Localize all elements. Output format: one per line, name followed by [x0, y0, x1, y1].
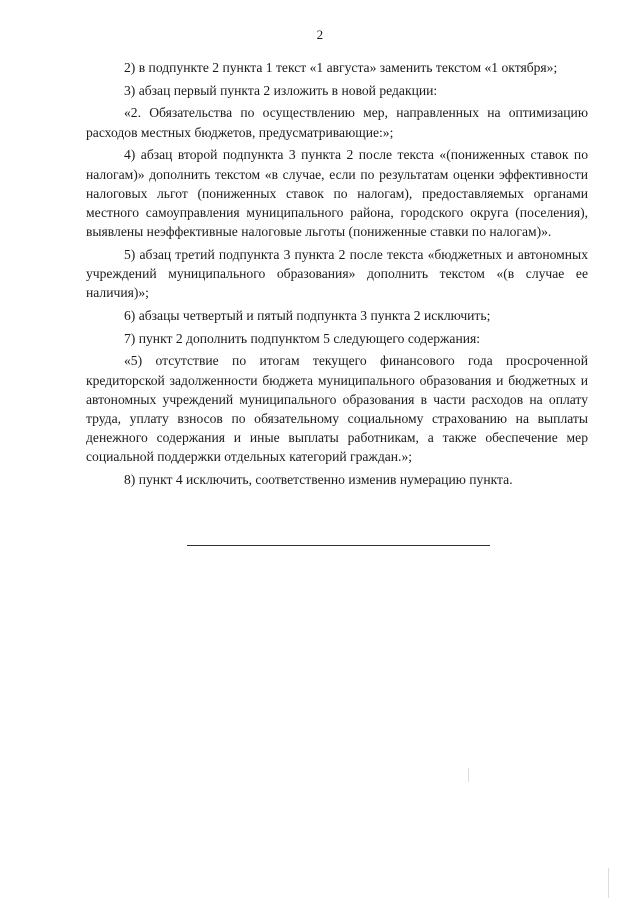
paragraph-quoted-subitem-5: «5) отсутствие по итогам текущего финансового года просроченной кредиторской задолженности бюджета муниципального образования и бюджетных и автономных учреждений муниципального образования в части расходов на оплату труда, уплату взносов по обязательному социальному страхованию на выплаты денежного содержания и иные выплаты работникам, а также обеспечение мер социальной поддержки отдельных категорий граждан.»;	[86, 353, 588, 465]
document-body	[86, 58, 588, 489]
paragraph-item-8: 8) пункт 4 исключить, соответственно изменив нумерацию пункта.	[124, 472, 513, 488]
paragraph-item-2: 2) в подпункте 2 пункта 1 текст «1 августа» заменить текстом «1 октября»;	[124, 60, 558, 75]
paragraph-item-4: 4) абзац второй подпункта 3 пункта 2 после текста «(пониженных ставок по налогам)» дополнить текстом «в случае, если по результатам оценки эффективности налоговых льгот (пониженных ставок по налогам), предоставляемых органами местного самоуправления муниципального района, городского округа (поселения), выявлены неэффективные налоговые льготы (пониженные ставки по налогам)».	[86, 147, 588, 240]
paragraph-item-3: 3) абзац первый пункта 2 изложить в новой редакции:	[124, 82, 438, 98]
paragraph-quoted-item-2: «2. Обязательства по осуществлению мер, направленных на оптимизацию расходов местных бюджетов, предусматривающие:»;	[86, 105, 588, 140]
scan-edge-mark	[608, 868, 609, 898]
page-number: 2	[316, 27, 324, 42]
paragraph-item-7: 7) пункт 2 дополнить подпунктом 5 следующего содержания:	[124, 330, 481, 346]
end-of-text-rule	[187, 545, 490, 546]
paragraph-item-6: 6) абзацы четвертый и пятый подпункта 3 пункта 2 исключить;	[124, 307, 491, 323]
scan-edge-mark	[468, 768, 469, 782]
paragraph-item-5: 5) абзац третий подпункта 3 пункта 2 после текста «бюджетных и автономных учреждений муниципального образования» дополнить текстом «(в случае ее наличия)»;	[86, 246, 588, 301]
